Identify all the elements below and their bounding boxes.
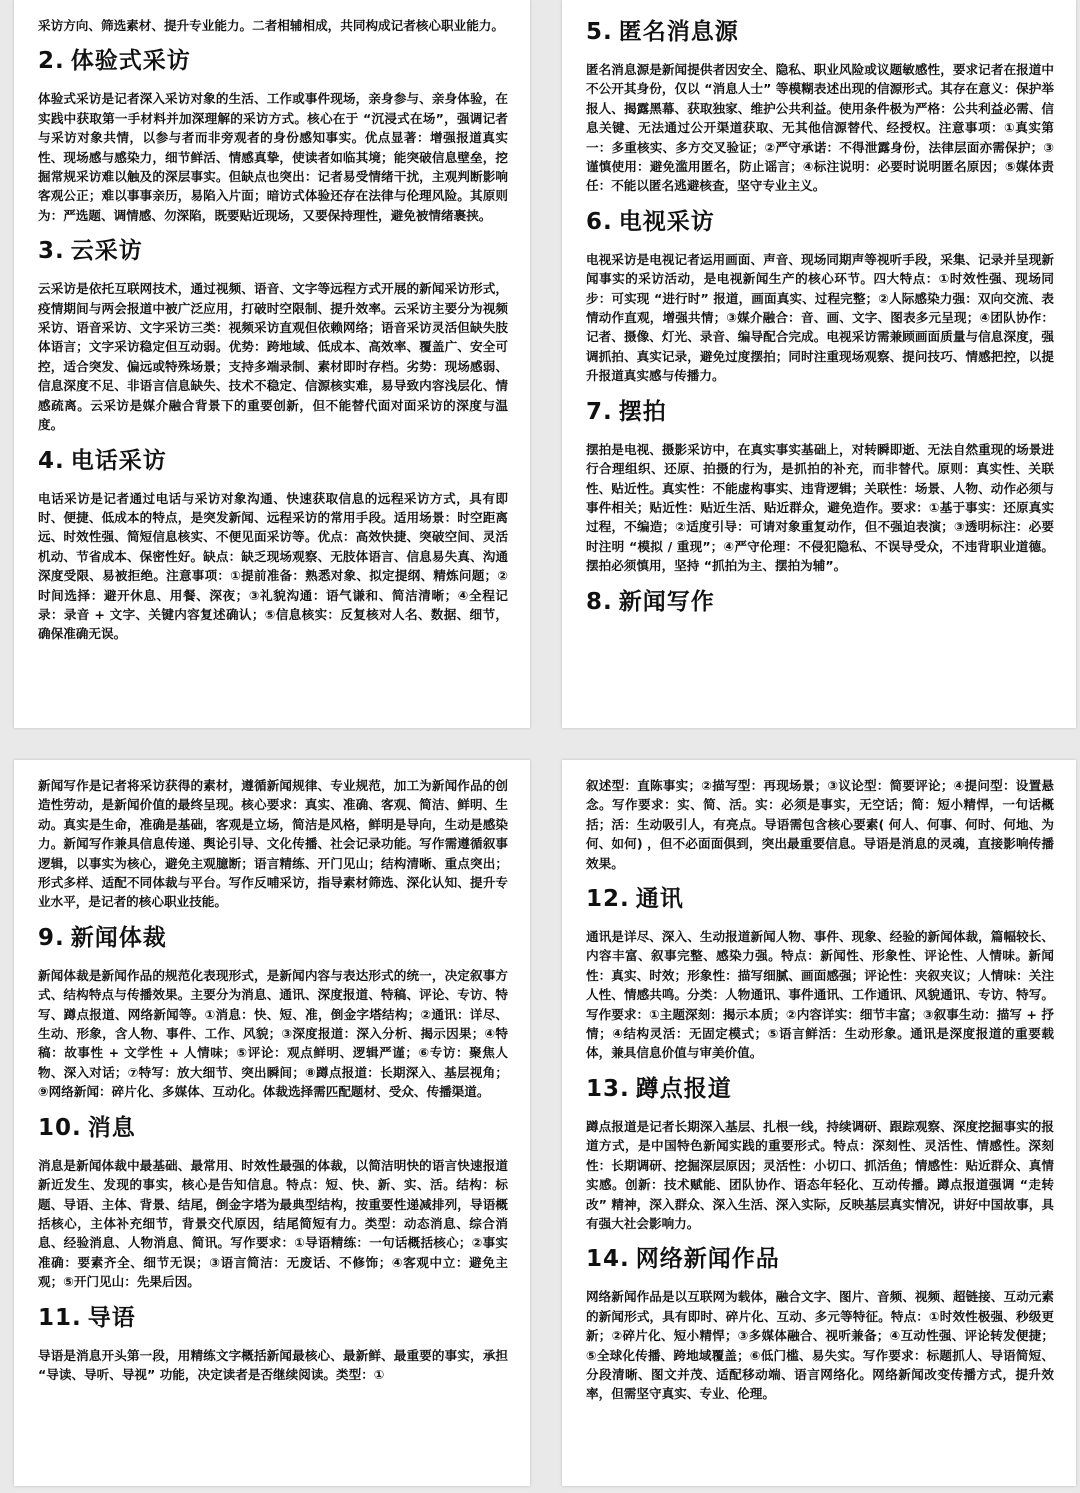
body-paragraph: 网络新闻作品是以互联网为载体，融合文字、图片、音频、视频、超链接、互动元素的新闻形式，具有即时、碎片化、互动、多元等特征。特点：①时效性极强、秒级更新；②碎片化、短小精悍；③多媒体融合、视听兼备；④互动性强、评论转发便捷；⑤全球化传播、跨地域覆盖；⑥低门槛、易失实。写作要求：标题抓人、导语简短、分段清晰、图文并茂、适配移动端、语言网络化。网络新闻改变传播方式，提升效率，但需坚守真实、专业、伦理。 bbox=[586, 1289, 1054, 1402]
section-title: 云采访 bbox=[70, 238, 143, 265]
section-number: 7. bbox=[586, 398, 613, 425]
section-heading bbox=[38, 237, 508, 265]
section-title: 电话采访 bbox=[70, 447, 167, 474]
section-heading bbox=[586, 398, 1054, 426]
section-number: 10. bbox=[38, 1114, 82, 1141]
body-paragraph: 消息是新闻体裁中最基础、最常用、时效性最强的体裁，以简洁明快的语言快速报道新近发生、发现的事实，核心是告知信息。特点：短、快、新、实、活。结构：标题、导语、主体、背景、结尾，倒金字塔为最典型结构，按重要性递减排列，导语概括核心，主体补充细节，背景交代原因，结尾简短有力。类型：动态消息、综合消息、经验消息、人物消息、简讯。写作要求：①导语精练：一句话概括核心；②事实准确：要素齐全、细节无误；③语言简洁：无废话、不修饰；④客观中立：避免主观；⑤开门见山：先果后因。 bbox=[38, 1157, 508, 1290]
section-title: 导语 bbox=[87, 1304, 136, 1331]
section-title: 电视采访 bbox=[618, 208, 715, 235]
body-paragraph: 体验式采访是记者深入采访对象的生活、工作或事件现场，亲身参与、亲身体验，在实践中获取第一手材料并加深理解的采访方式。核心在于 “沉浸式在场”，强调记者与采访对象共情，以参与者而非旁观者的身份感知事实。优点显著：增强报道真实性、现场感与感染力，细节鲜活、情感真挚，使读者如临其境；能突破信息壁垒，挖掘常规采访难以触及的深层事实。但缺点也突出：记者易受情绪干扰，主观判断影响客观公正；难以事事亲历，易陷入片面；暗访式体验还存在法律与伦理风险。其原则为：严选题、调情感、勿深陷，既要贴近现场，又要保持理性，避免被情绪裹挟。 bbox=[38, 91, 508, 223]
section-heading bbox=[586, 588, 1054, 616]
section-heading bbox=[38, 1304, 508, 1332]
section-title: 新闻写作 bbox=[618, 588, 715, 615]
body-paragraph: 云采访是依托互联网技术，通过视频、语音、文字等远程方式开展的新闻采访形式，疫情期间与两会报道中被广泛应用，打破时空限制、提升效率。云采访主要分为视频采访、语音采访、文字采访三类：视频采访直观但依赖网络；语音采访灵活但缺失肢体语言；文字采访稳定但互动弱。优势：跨地域、低成本、高效率、覆盖广、安全可控，适合突发、偏远或特殊场景；支持多端录制、素材即时存档。劣势：现场感弱、信息深度不足、非语言信息缺失、技术不稳定、信源核实难，易导致内容浅层化、情感疏离。云采访是媒介融合背景下的重要创新，但不能替代面对面采访的深度与温度。 bbox=[38, 281, 508, 433]
body-paragraph: 蹲点报道是记者长期深入基层、扎根一线，持续调研、跟踪观察、深度挖掘事实的报道方式，是中国特色新闻实践的重要形式。特点：深刻性、灵活性、情感性。深刻性：长期调研、挖掘深层原因；灵活性：小切口、抓活鱼；情感性：贴近群众、真情实感。创新：技术赋能、团队协作、语态年轻化、互动传播。蹲点报道强调 “走转改” 精神，深入群众、深入生活、深入实际，反映基层真实情况，讲好中国故事，具有强大社会影响力。 bbox=[586, 1118, 1054, 1231]
section-heading bbox=[586, 1075, 1054, 1103]
section-title: 通讯 bbox=[635, 886, 684, 913]
body-paragraph: 电话采访是记者通过电话与采访对象沟通、快速获取信息的远程采访方式，具有即时、便捷、低成本的特点，是突发新闻、远程采访的常用手段。适用场景：时空距离远、时效性强、简短信息核实、不便见面采访等。优点：高效快捷、突破空间、灵活机动、节省成本、保密性好。缺点：缺乏现场观察、无肢体语言、信息易失真、沟通深度受限、易被拒绝。注意事项：①提前准备：熟悉对象、拟定提纲、精炼问题；②时间选择：避开休息、用餐、深夜；③礼貌沟通：语气谦和、简洁清晰；④全程记录：录音 + 文字、关键内容复述确认；⑤信息核实：反复核对人名、数据、细节，确保准确无误。 bbox=[38, 490, 508, 642]
section-heading bbox=[38, 1114, 508, 1142]
document-page-3 bbox=[14, 760, 530, 1486]
body-paragraph: 电视采访是电视记者运用画面、声音、现场同期声等视听手段，采集、记录并呈现新闻事实的采访活动，是电视新闻生产的核心环节。四大特点：①时效性强、现场同步：可实现 “进行时” 报道，画面真实、过程完整；②人际感染力强：双向交流、表情动作直观，增强共情；③媒介融合：音、画、文字、图表多元呈现；④团队协作：记者、摄像、灯光、录音、编导配合完成。电视采访需兼顾画面质量与信息深度，强调抓拍、真实记录，避免过度摆拍；同时注重现场观察、提问技巧、情感把控，以提升报道真实感与传播力。 bbox=[586, 251, 1054, 384]
section-heading bbox=[38, 47, 508, 75]
body-paragraph: 采访方向、筛选素材、提升专业能力。二者相辅相成，共同构成记者核心职业能力。 bbox=[38, 18, 504, 33]
section-heading bbox=[586, 208, 1054, 236]
section-heading bbox=[586, 1245, 1054, 1273]
section-heading bbox=[38, 447, 508, 475]
body-paragraph: 匿名消息源是新闻提供者因安全、隐私、职业风险或议题敏感性，要求记者在报道中不公开其身份，仅以 “消息人士” 等模糊表述出现的信源形式。其存在意义：保护举报人、揭露黑幕、获取独家、维护公共利益。使用条件极为严格：公共利益必需、信息关键、无法通过公开渠道获取、无其他信源替代、经授权。注意事项：①真实第一：多重核实、多方交叉验证；②严守承诺：不得泄露身份，法律层面亦需保护；③谨慎使用：避免滥用匿名，防止谣言；④标注说明：必要时说明匿名原因；⑤媒体责任：不能以匿名逃避核查，坚守专业主义。 bbox=[586, 62, 1054, 194]
section-number: 11. bbox=[38, 1304, 82, 1331]
section-title: 蹲点报道 bbox=[635, 1075, 732, 1102]
section-number: 8. bbox=[586, 588, 613, 615]
section-title: 消息 bbox=[87, 1114, 136, 1141]
body-paragraph: 摆拍是电视、摄影采访中，在真实事实基础上，对转瞬即逝、无法自然重现的场景进行合理组织、还原、拍摄的行为，是抓拍的补充，而非替代。原则：真实性、关联性、贴近性。真实性：不能虚构事实、违背逻辑；关联性：场景、人物、动作必须与事件相关；贴近性：贴近生活、贴近群众，避免造作。要求：①基于事实：还原真实过程，不编造；②适度引导：可请对象重复动作，但不强迫表演；③透明标注：必要时注明 “模拟 / 重现”；④严守伦理：不侵犯隐私、不误导受众，不违背职业道德。摆拍必须慎用，坚持 “抓拍为主、摆拍为辅”。 bbox=[586, 441, 1054, 574]
section-number: 3. bbox=[38, 238, 65, 265]
body-paragraph: 新闻写作是记者将采访获得的素材，遵循新闻规律、专业规范，加工为新闻作品的创造性劳动，是新闻价值的最终呈现。核心要求：真实、准确、客观、简洁、鲜明、生动。真实是生命，准确是基础，客观是立场，简洁是风格，鲜明是导向，生动是感染力。新闻写作兼具信息传递、舆论引导、文化传播、社会记录功能。写作需遵循叙事逻辑，以事实为核心，避免主观臆断；语言精练、开门见山；结构清晰、重点突出；形式多样、适配不同体裁与平台。写作反哺采访，指导素材筛选、深化认知、提升专业水平，是记者的核心职业技能。 bbox=[38, 778, 508, 910]
section-heading bbox=[586, 18, 1054, 46]
section-number: 4. bbox=[38, 447, 65, 474]
section-number: 2. bbox=[38, 48, 65, 75]
section-title: 新闻体裁 bbox=[70, 924, 167, 951]
document-page-1 bbox=[14, 0, 530, 728]
section-heading bbox=[38, 924, 508, 952]
body-paragraph: 叙述型：直陈事实；②描写型：再现场景；③议论型：简要评论；④提问型：设置悬念。写作要求：实、简、活。实：必须是事实，无空话；简：短小精悍，一句话概括；活：生动吸引人，有亮点。导语需包含核心要素( 何人、何事、何时、何地、为何、如何) ，但不必面面俱到，突出最重要信息。导语是消息的灵魂，直接影响传播效果。 bbox=[586, 778, 1054, 871]
section-number: 12. bbox=[586, 886, 630, 913]
body-paragraph: 通讯是详尽、深入、生动报道新闻人物、事件、现象、经验的新闻体裁，篇幅较长、内容丰富、叙事完整、感染力强。特点：新闻性、形象性、评论性、人情味。新闻性：真实、时效；形象性：描写细腻、画面感强；评论性：夹叙夹议；人情味：关注人性、情感共鸣。分类：人物通讯、事件通讯、工作通讯、风貌通讯、专访、特写。写作要求：①主题深刻：揭示本质；②内容详实：细节丰富；③叙事生动：描写 + 抒情；④结构灵活：无固定模式；⑤语言鲜活：生动形象。通讯是深度报道的重要载体，兼具信息价值与审美价值。 bbox=[586, 929, 1054, 1061]
section-title: 匿名消息源 bbox=[618, 19, 739, 45]
section-title: 摆拍 bbox=[618, 398, 667, 425]
section-number: 6. bbox=[586, 208, 613, 235]
section-number: 14. bbox=[586, 1246, 630, 1273]
document-page-4 bbox=[562, 760, 1076, 1486]
document-page-2 bbox=[562, 0, 1076, 728]
section-number: 9. bbox=[38, 924, 65, 951]
body-paragraph: 导语是消息开头第一段，用精练文字概括新闻最核心、最新鲜、最重要的事实，承担 “导读、导听、导视” 功能，决定读者是否继续阅读。类型：① bbox=[38, 1347, 508, 1382]
section-heading bbox=[586, 885, 1054, 913]
body-paragraph: 新闻体裁是新闻作品的规范化表现形式，是新闻内容与表达形式的统一，决定叙事方式、结构特点与传播效果。主要分为消息、通讯、深度报道、特稿、评论、专访、特写、蹲点报道、网络新闻等。①消息：快、短、准，倒金字塔结构；②通讯：详尽、生动、形象，含人物、事件、工作、风貌；③深度报道：深入分析、揭示因果；④特稿：故事性 + 文学性 + 人情味；⑤评论：观点鲜明、逻辑严谨；⑥专访：聚焦人物、深入对话；⑦特写：放大细节、突出瞬间；⑧蹲点报道：长期深入、基层视角；⑨网络新闻：碎片化、多媒体、互动化。体裁选择需匹配题材、受众、传播渠道。 bbox=[38, 967, 508, 1100]
section-title: 体验式采访 bbox=[70, 48, 191, 75]
section-title: 网络新闻作品 bbox=[635, 1246, 780, 1273]
section-number: 5. bbox=[586, 19, 613, 45]
section-number: 13. bbox=[586, 1075, 630, 1102]
